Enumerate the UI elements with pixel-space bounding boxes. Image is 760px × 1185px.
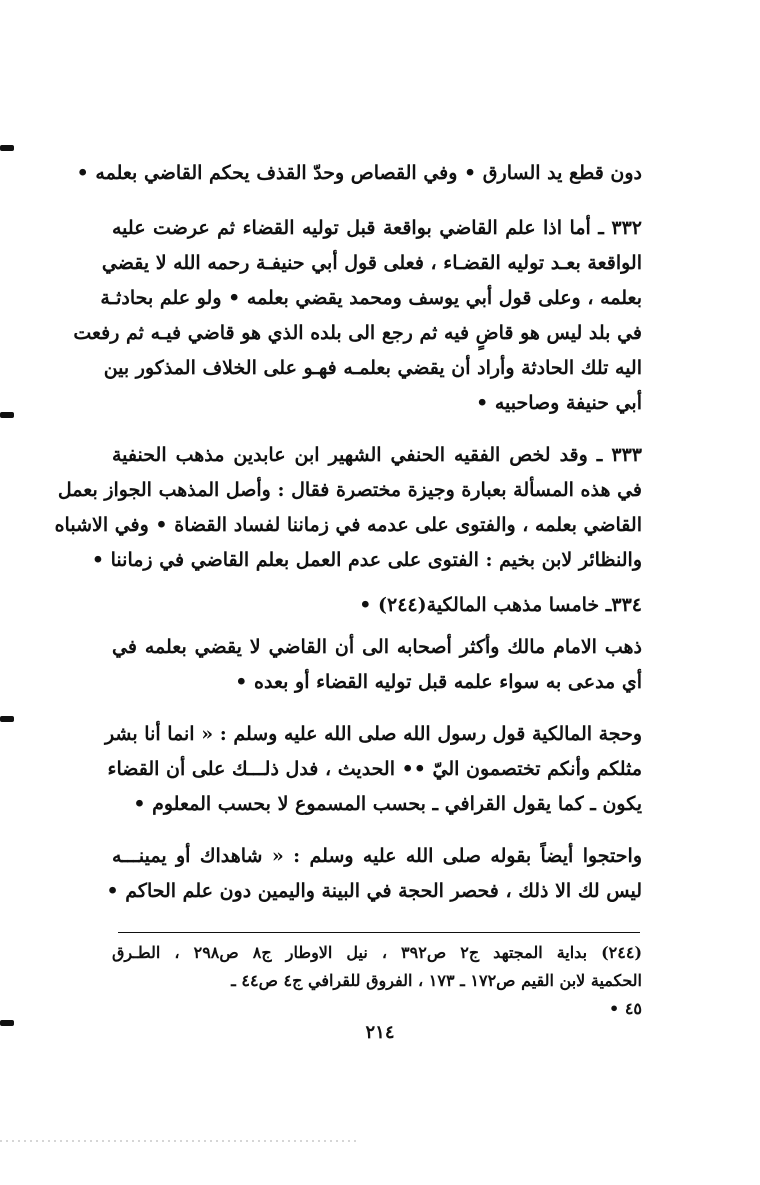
footnote-divider <box>118 932 640 933</box>
text-line: أي مدعى به سواء علمه قبل توليه القضاء أو بعده • <box>235 671 642 693</box>
text-line: أبي حنيفة وصاحبيه • <box>476 392 642 414</box>
footnote-line: الحكمية لابن القيم ص١٧٢ ـ ١٧٣ ، الفروق للقرافي ج٤ ص٤٤ ـ <box>231 971 642 990</box>
footnote-line: (٢٤٤) بداية المجتهد ج٢ ص٣٩٢ ، نيل الاوطار ج٨ ص٢٩٨ ، الطـرق <box>112 943 643 962</box>
text-line: في بلد ليس هو قاضٍ فيه ثم رجع الى بلده الذي هو قاضي فيـه ثم رفعت <box>73 322 642 344</box>
text-line: القاضي بعلمه ، والفتوى على عدمه في زماننا لفساد القضاة • وفي الاشباه <box>54 514 642 536</box>
text-line: ٣٣٢ ـ أما اذا علم القاضي بواقعة قبل توليه القضاء ثم عرضت عليه <box>112 217 642 239</box>
text-line: مثلكم وأنكم تختصمون اليّ •• الحديث ، فدل ذلـــك على أن القضاء <box>107 758 642 780</box>
text-line: ٣٣٣ ـ وقد لخص الفقيه الحنفي الشهير ابن عابدين مذهب الحنفية <box>112 444 642 466</box>
text-line: في هذه المسألة بعبارة وجيزة مختصرة فقال : وأصل المذهب الجواز بعمل <box>57 479 642 501</box>
scan-edge-noise <box>0 1140 360 1142</box>
footnote-line: ٤٥ • <box>609 999 642 1018</box>
page-mark-3 <box>0 716 14 722</box>
text-line: بعلمه ، وعلى قول أبي يوسف ومحمد يقضي بعلمه • ولو علم بحادثـة <box>100 287 642 309</box>
text-line: وحجة المالكية قول رسول الله صلى الله عليه وسلم : « انما أنا بشر <box>104 723 642 745</box>
page-mark-1 <box>0 145 14 151</box>
text-line: واحتجوا أيضاً بقوله صلى الله عليه وسلم : « شاهداك أو يمينـــه <box>112 845 642 867</box>
text-line: اليه تلك الحادثة وأراد أن يقضي بعلمـه فهـو على الخلاف المذكور بين <box>103 357 642 379</box>
page-mark-2 <box>0 412 14 418</box>
text-line: والنظائر لابن بخيم : الفتوى على عدم العمل بعلم القاضي في زماننا • <box>91 549 642 571</box>
text-line: يكون ـ كما يقول القرافي ـ بحسب المسموع لا بحسب المعلوم • <box>133 793 642 815</box>
section-heading: ٣٣٤ـ خامسا مذهب المالكية(٢٤٤) • <box>359 594 642 616</box>
text-line: الواقعة بعـد توليه القضـاء ، فعلى قول أبي حنيفـة رحمه الله لا يقضي <box>101 252 642 274</box>
text-line: دون قطع يد السارق • وفي القصاص وحدّ القذف يحكم القاضي بعلمه • <box>76 162 642 184</box>
text-line: ذهب الامام مالك وأكثر أصحابه الى أن القاضي لا يقضي بعلمه في <box>112 636 642 658</box>
page-number: ٢١٤ <box>365 1022 395 1043</box>
text-line: ليس لك الا ذلك ، فحصر الحجة في البينة واليمين دون علم الحاكم • <box>106 880 642 902</box>
